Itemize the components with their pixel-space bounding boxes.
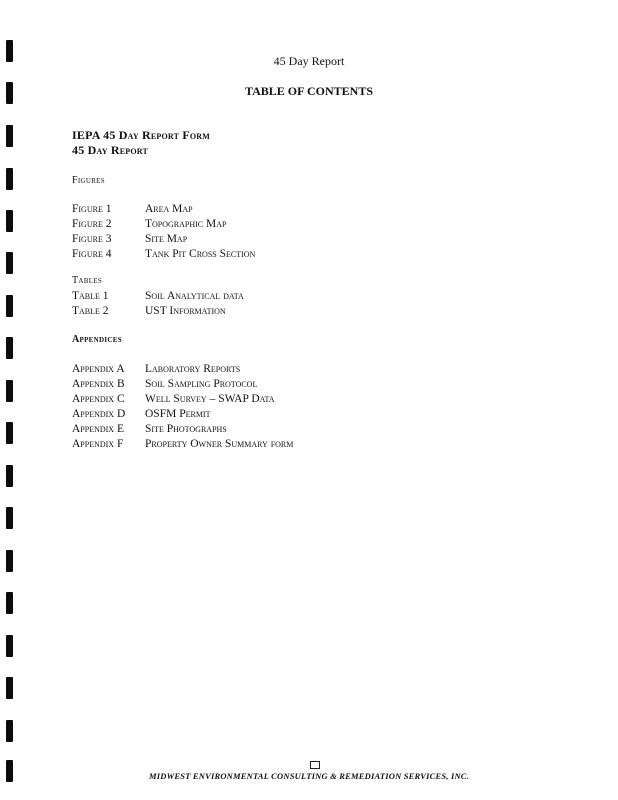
entry-number: Table 2	[72, 305, 109, 317]
toc-entry-appendix	[72, 437, 293, 452]
entry-title: Property Owner Summary form	[145, 438, 294, 450]
toc-entry-appendix	[72, 407, 210, 422]
toc-entry-appendix	[72, 377, 257, 392]
entry-title: OSFM Permit	[145, 408, 211, 420]
section-heading-figures: Figures	[72, 175, 105, 186]
binder-hole	[6, 422, 13, 444]
entry-number: Appendix A	[72, 363, 125, 375]
toc-entry-appendix	[72, 392, 275, 407]
toc-entry-appendix	[72, 362, 240, 377]
section-heading-appendices: Appendices	[72, 334, 122, 345]
binder-hole	[6, 210, 13, 232]
binder-hole	[6, 252, 13, 274]
entry-number: Figure 3	[72, 233, 112, 245]
entry-number: Appendix F	[72, 438, 124, 450]
document-title: 45 Day Report	[273, 54, 345, 68]
binder-hole	[6, 635, 13, 657]
binder-hole	[6, 125, 13, 147]
toc-entry-appendix	[72, 422, 227, 437]
entry-title: Soil Sampling Protocol	[145, 378, 258, 390]
toc-main-item: IEPA 45 Day Report Form	[72, 128, 211, 142]
entry-number: Appendix B	[72, 378, 125, 390]
binder-hole	[6, 465, 13, 487]
toc-entry-figure	[72, 217, 226, 232]
entry-title: Soil Analytical data	[145, 290, 244, 302]
binder-hole	[6, 720, 13, 742]
entry-title: Site Map	[145, 233, 188, 245]
entry-title: Area Map	[145, 203, 193, 215]
entry-title: Well Survey – SWAP Data	[145, 393, 275, 405]
section-heading-tables: Tables	[72, 275, 103, 286]
binder-hole	[6, 592, 13, 614]
entry-number: Figure 2	[72, 218, 112, 230]
binder-hole	[6, 295, 13, 317]
entry-number: Appendix C	[72, 393, 125, 405]
toc-entry-figure	[72, 232, 187, 247]
company-footer: MIDWEST ENVIRONMENTAL CONSULTING & REMEDIATION SERVICES, INC.	[148, 771, 470, 781]
entry-number: Table 1	[72, 290, 109, 302]
entry-title: Tank Pit Cross Section	[145, 248, 256, 260]
entry-title: Topographic Map	[145, 218, 227, 230]
binder-hole	[6, 168, 13, 190]
binder-hole	[6, 677, 13, 699]
entry-title: UST Information	[145, 305, 226, 317]
toc-entry-table	[72, 304, 226, 319]
toc-entry-figure	[72, 202, 193, 217]
entry-title: Site Photographs	[145, 423, 227, 435]
binder-hole	[6, 507, 13, 529]
toc-title: TABLE OF CONTENTS	[244, 84, 374, 98]
binder-hole	[6, 380, 13, 402]
binder-holes	[6, 0, 16, 800]
entry-number: Figure 4	[72, 248, 112, 260]
toc-entry-figure	[72, 247, 255, 262]
entry-title: Laboratory Reports	[145, 363, 241, 375]
binder-hole	[6, 550, 13, 572]
toc-entry-table	[72, 289, 244, 304]
company-logo-icon	[310, 761, 320, 769]
entry-number: Appendix E	[72, 423, 124, 435]
binder-hole	[6, 337, 13, 359]
entry-number: Figure 1	[72, 203, 112, 215]
toc-main-item: 45 Day Report	[72, 143, 149, 157]
entry-number: Appendix D	[72, 408, 126, 420]
